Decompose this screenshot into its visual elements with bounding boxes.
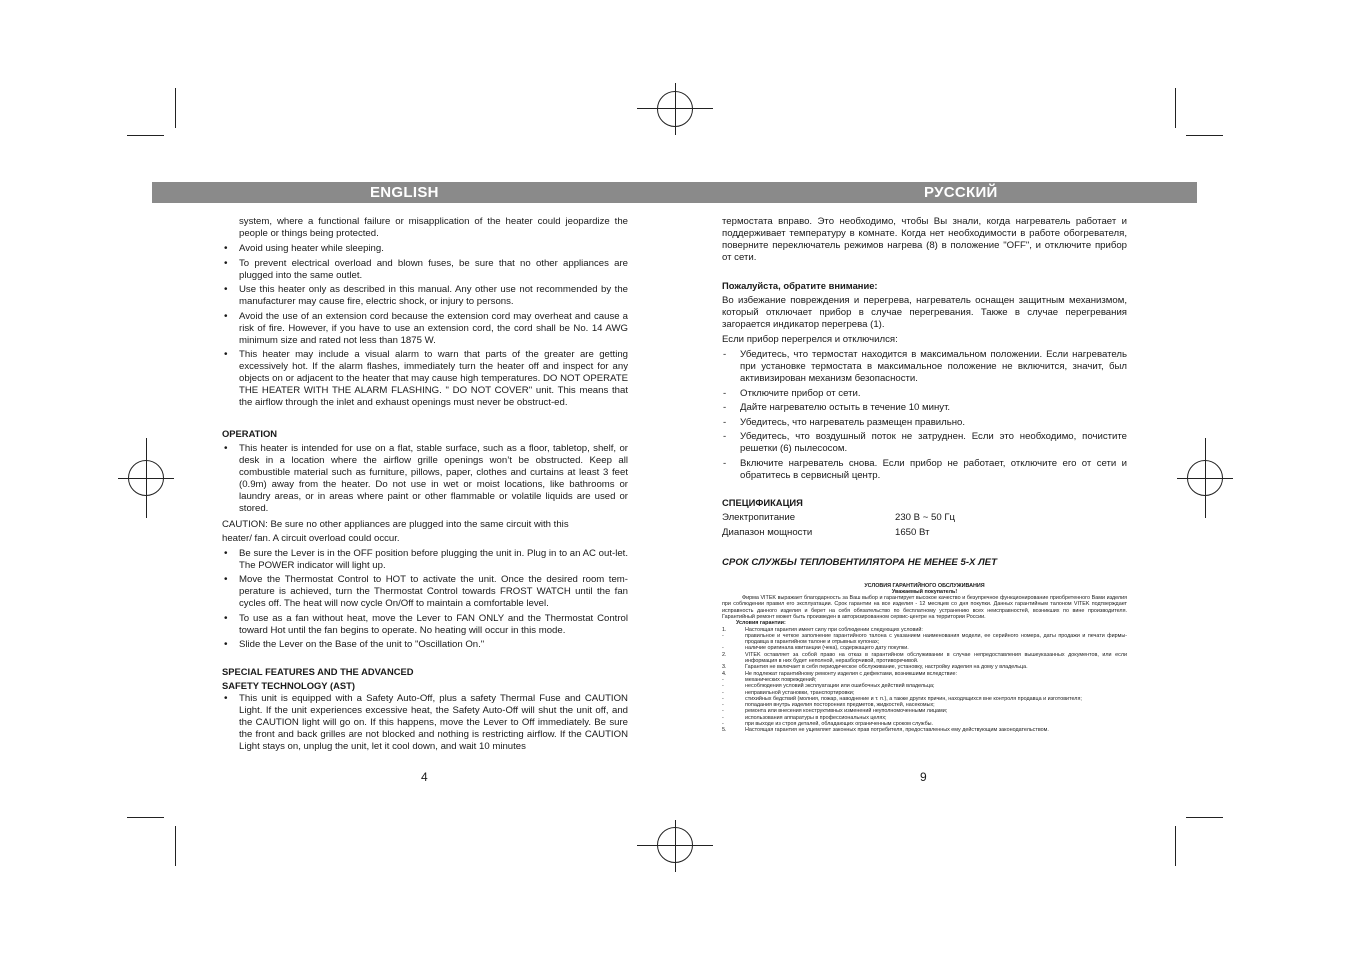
warranty-terms bbox=[722, 583, 1127, 734]
list-item: • Use this heater only as described in this manual. Any other use not recommended by the manufacturer may cause fire, electric shock, or injury to persons. bbox=[222, 284, 628, 308]
warranty-item: - неправильной установки, транспортировки; bbox=[722, 689, 855, 696]
warranty-title: УСЛОВИЯ ГАРАНТИЙНОГО ОБСЛУЖИВАНИЯ bbox=[864, 582, 985, 589]
crop-mark bbox=[1175, 826, 1176, 866]
warranty-item: - использования аппаратуры в профессиональных целях; bbox=[722, 714, 887, 721]
page-number-right: 9 bbox=[920, 770, 927, 784]
russian-column bbox=[722, 216, 1127, 734]
list-item: - Дайте нагревателю остыть в течение 10 минут. bbox=[722, 402, 1127, 414]
list-item: • Avoid the use of an extension cord because the extension cord may overheat and cause a risk of fire. However, if you have to use an extension cord, the cord shall be No. 14 AWG minimum size and rated not less than 1875 W. bbox=[222, 311, 628, 347]
spec-row bbox=[722, 512, 1127, 527]
list-item: - Включите нагреватель снова. Если прибор не работает, отключите его от сети и обратитесь в сервисный центр. bbox=[722, 458, 1127, 482]
caution-line-2: heater/ fan. A circuit overload could occur. bbox=[222, 532, 400, 544]
special-features-list bbox=[222, 693, 628, 753]
warranty-item: - правильное и четкое заполнение гарантийного талона с указанием наименования модели, ее серийного номера, даты продажи и печати фирмы-продавца в гарантийном талоне и отрывных купонах; bbox=[722, 632, 1127, 646]
english-intro: system, where a functional failure or misapplication of the heater could jeopardize the people or things being protected. bbox=[239, 216, 628, 239]
spec-row bbox=[722, 527, 1127, 542]
list-item: • Avoid using heater while sleeping. bbox=[222, 243, 628, 255]
spec-label: Электропитание bbox=[722, 511, 796, 523]
list-item: • This heater is intended for use on a flat, stable surface, such as a floor, tabletop, shelf, or desk in a location where the airflow grille openings won’t be obstructed. Keep all combustible material such as furniture, pillows, paper, clothes and curtains at least 3 feet (0.9m) away from the heater. Do not use in wet or moist locations, like bathrooms or laundry areas, or in areas where paint or other flammable or volatile liquids are used or stored. bbox=[222, 443, 628, 515]
english-column bbox=[222, 216, 628, 756]
operation-bullet-list bbox=[222, 443, 628, 515]
warranty-item: 2. VITEK оставляет за собой право на отказ в гарантийном обслуживании в случае непредоставления вышеуказанных документов, или если информация в них будет неполной, неразборчивой, противоречивой. bbox=[722, 651, 1127, 665]
crop-mark bbox=[175, 826, 176, 866]
list-item: - Убедитесь, что воздушный поток не затруднен. Если это необходимо, почистите решетки (6) пылесосом. bbox=[722, 431, 1127, 455]
list-item: - Убедитесь, что нагреватель размещен правильно. bbox=[722, 417, 1127, 429]
caution-line-1: CAUTION: Be sure no other appliances are plugged into the same circuit with this bbox=[222, 518, 569, 530]
special-features-heading: SPECIAL FEATURES AND THE ADVANCED bbox=[222, 666, 414, 677]
warranty-item: - механических повреждений; bbox=[722, 676, 817, 683]
crop-mark bbox=[127, 817, 164, 818]
list-item: - Убедитесь, что термостат находится в максимальном положении. Если нагреватель при установке термостата в максимальное положение не включится, значит, был активизирован механизм безопасности. bbox=[722, 349, 1127, 385]
warranty-item: 1. Настоящая гарантия имеет силу при соблюдении следующих условий: bbox=[722, 626, 923, 633]
attention-text: Во избежание повреждения и перегрева, нагреватель оснащен защитным механизмом, который отключает прибор в случае перегревания. Также в случае перегревания загорается индикатор перегрева (1). bbox=[722, 295, 1127, 330]
list-item: • To use as a fan without heat, move the Lever to FAN ONLY and the Thermostat Control toward Hot until the fan begins to operate. No heating will occur in this mode. bbox=[222, 613, 628, 637]
crop-mark bbox=[175, 88, 176, 128]
operation-steps-list bbox=[222, 548, 628, 652]
list-item: • To prevent electrical overload and blown fuses, be sure that no other appliances are plugged into the same outlet. bbox=[222, 258, 628, 282]
warranty-item: - стихийных бедствий (молния, пожар, наводнение и т. п.), а также других причин, находящихся вне контроля продавца и изготовителя; bbox=[722, 695, 1082, 702]
crop-mark bbox=[1186, 817, 1223, 818]
overheat-steps-list bbox=[722, 349, 1127, 482]
warranty-intro: Фирма VITEK выражает благодарность за Ваш выбор и гарантирует высокое качество и безупречное функционирование приобретенного Вами изделия при соблюдении правил его эксплуатации. Срок гарантии на все изделия - 12 месяцев со дня покупки. Данных гарантийным талоном VITEK подтверждает исправность данного изделия и берет на себя обязательство по бесплатному устранению всех неисправностей, возникших по вине производителя. Гарантийный ремонт может быть произведен в авторизированном сервис-центре на территории России. bbox=[722, 595, 1127, 620]
crop-mark bbox=[1175, 88, 1176, 128]
spec-value: 230 В ~ 50 Гц bbox=[895, 511, 956, 523]
list-item: • This heater may include a visual alarm to warn that parts of the greater are getting excessively hot. If the alarm flashes, immediately turn the heater off and inspect for any objects on or adjacent to the heater that may cause high temperatures. DO NOT OPERATE THE HEATER WITH THE ALARM FLASHING. " DO NOT COVER" unit. This means that the airflow through the inlet and exhaust openings must never be obstruct-ed. bbox=[222, 349, 628, 409]
warranty-conditions-label: Условия гарантии: bbox=[736, 620, 786, 627]
warranty-item: - несоблюдения условий эксплуатации или ошибочных действий владельца; bbox=[722, 683, 935, 690]
warranty-item: - ремонта или внесения конструктивных изменений неуполномоченными лицами; bbox=[722, 708, 948, 715]
spec-label: Диапазон мощности bbox=[722, 526, 813, 538]
list-item: • Slide the Lever on the Base of the unit to "Oscillation On." bbox=[222, 639, 628, 651]
warranty-item: 5. Настоящая гарантия не ущемляет законных прав потребителя, предоставленных ему действующим законодательством. bbox=[722, 727, 1049, 734]
language-header-bar bbox=[152, 182, 1197, 203]
spec-value: 1650 Вт bbox=[895, 526, 930, 538]
warranty-subtitle: Уважаемый покупатель! bbox=[891, 588, 958, 595]
warranty-item: 4. Не подлежат гарантийному ремонту изделия с дефектами, возникшими вследствие: bbox=[722, 670, 958, 677]
list-item: • Be sure the Lever is in the OFF position before plugging the unit in. Plug in to an AC out-let. The POWER indicator will light up. bbox=[222, 548, 628, 572]
warranty-item: - наличие оригинала квитанции (чека), содержащего дату покупки. bbox=[722, 645, 909, 652]
warranty-item: - попадания внутрь изделия посторонних предметов, жидкостей, насекомых; bbox=[722, 702, 935, 709]
page-number-left: 4 bbox=[421, 770, 428, 784]
list-item: • Move the Thermostat Control to HOT to activate the unit. Once the desired room tem-perature is achieved, turn the Thermostat Control towards FROST WATCH until the fan cycles off. The heat will now cycle On/Off to maintain a comfortable level. bbox=[222, 574, 628, 610]
russian-section-title: РУССКИЙ bbox=[924, 184, 998, 201]
english-section-title: ENGLISH bbox=[370, 184, 439, 201]
crop-mark bbox=[1186, 135, 1223, 136]
list-item: - Отключите прибор от сети. bbox=[722, 388, 1127, 400]
spec-heading: СПЕЦИФИКАЦИЯ bbox=[722, 496, 803, 508]
operation-heading: OPERATION bbox=[222, 428, 278, 439]
safety-technology-heading: SAFETY TECHNOLOGY (AST) bbox=[222, 680, 355, 691]
russian-intro: термостата вправо. Это необходимо, чтобы Вы знали, когда нагреватель работает и поддерживает температуру в комнате. Когда нет необходимости в работе обогревателя, поверните переключатель режимов нагрева (8) в положение "OFF", и отключите прибор от сети. bbox=[722, 216, 1127, 263]
overheat-line: Если прибор перегрелся и отключился: bbox=[722, 334, 898, 345]
list-item: • This unit is equipped with a Safety Auto-Off, plus a safety Thermal Fuse and CAUTION Light. If the unit experiences excessive heat, the Safety Auto-Off will shut the unit off, and the CAUTION light will go on. If this happens, move the Lever to Off immediately. Be sure the front and back grilles are not blocked and nothing is restricting airflow. If the CAUTION Light stays on, unplug the unit, let it cool down, and wait 10 minutes bbox=[222, 693, 628, 753]
warranty-item: - при выходе из строя деталей, обладающих ограниченным сроком службы. bbox=[722, 721, 934, 728]
warranty-item: 3. Гарантия не включает в себя периодическое обслуживание, установку, настройку изделия на дому у владельца. bbox=[722, 664, 1028, 671]
safety-bullet-list bbox=[222, 243, 628, 409]
crop-mark bbox=[127, 135, 164, 136]
service-life-note: СРОК СЛУЖБЫ ТЕПЛОВЕНТИЛЯТОРА НЕ МЕНЕЕ 5-Х ЛЕТ bbox=[722, 556, 997, 568]
attention-heading: Пожалуйста, обратите внимание: bbox=[722, 280, 878, 291]
